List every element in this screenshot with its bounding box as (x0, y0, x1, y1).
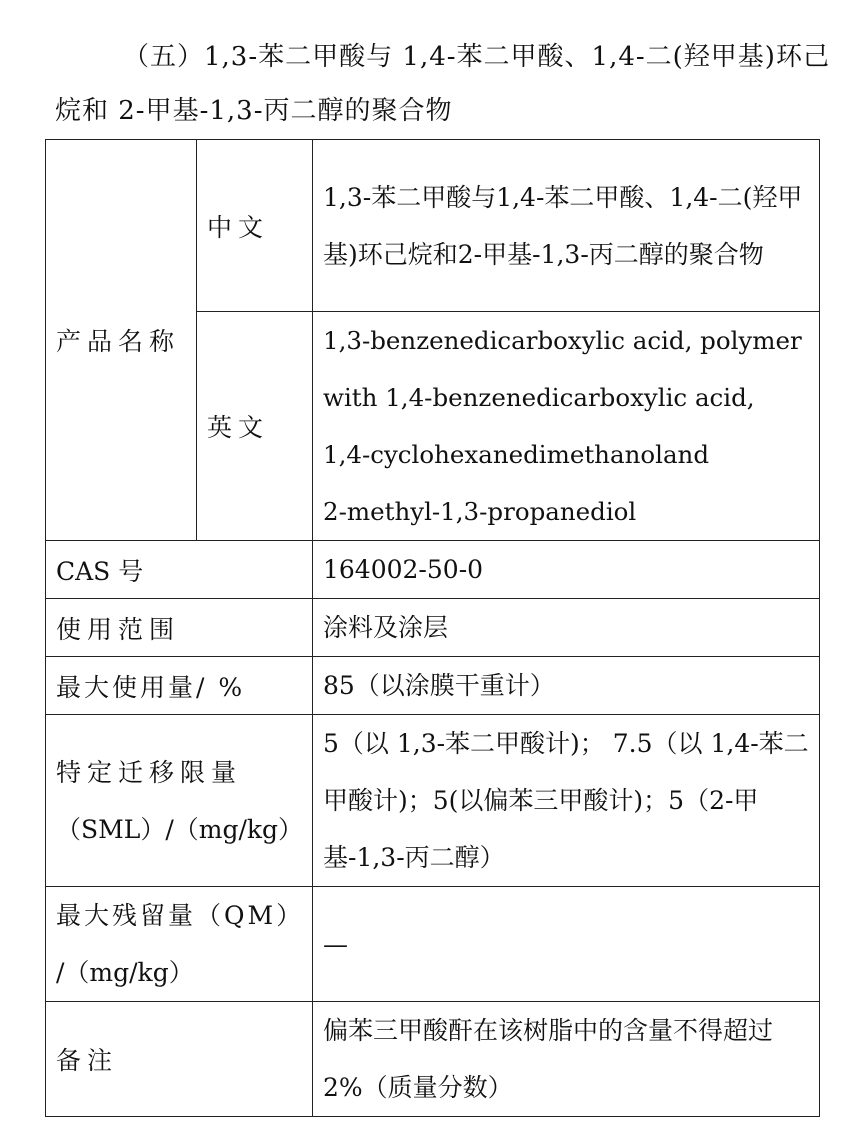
table-row (46, 140, 820, 312)
section-heading (55, 30, 830, 138)
qm-value: — (313, 887, 820, 1002)
spec-table (45, 139, 820, 1117)
remark-value: 偏苯三甲酸酐在该树脂中的含量不得超过 2%（质量分数） (313, 1002, 820, 1117)
cas-value: 164002-50-0 (313, 541, 820, 599)
english-name-value (313, 312, 820, 541)
max-use-value: 85（以涂膜干重计） (313, 657, 820, 715)
table-row (46, 715, 820, 887)
cas-label: CAS 号 (46, 541, 313, 599)
remark-label: 备注 (46, 1002, 313, 1117)
chinese-name-label: 中文 (197, 140, 313, 312)
heading-line-2: 烷和 2-甲基-1,3-丙二醇的聚合物 (55, 96, 453, 126)
heading-line-1: （五）1,3-苯二甲酸与 1,4-苯二甲酸、1,4-二(羟甲基)环己 (123, 42, 830, 72)
english-name-line: with 1,4-benzenedicarboxylic acid, (323, 383, 755, 412)
english-name-line: 2-methyl-1,3-propanediol (323, 497, 637, 526)
table-row (46, 1002, 820, 1117)
max-use-label: 最大使用量/ % (46, 657, 313, 715)
table-row (46, 541, 820, 599)
english-name-label: 英文 (197, 312, 313, 541)
scope-label: 使用范围 (46, 599, 313, 657)
sml-label: 特定迁移限量 （SML）/（mg/kg） (46, 715, 313, 887)
qm-label: 最大残留量（QM） /（mg/kg） (46, 887, 313, 1002)
english-name-line: 1,3-benzenedicarboxylic acid, polymer (323, 326, 802, 355)
english-name-line: 1,4-cyclohexanedimethanoland (323, 440, 710, 469)
scope-value: 涂料及涂层 (313, 599, 820, 657)
product-name-label: 产品名称 (46, 140, 197, 541)
table-row (46, 887, 820, 1002)
table-row (46, 599, 820, 657)
sml-value: 5（以 1,3-苯二甲酸计)； 7.5（以 1,4-苯二甲酸计)；5(以偏苯三甲酸计)；5（2-甲基-1,3-丙二醇） (313, 715, 820, 887)
chinese-name-value: 1,3-苯二甲酸与1,4-苯二甲酸、1,4-二(羟甲基)环己烷和2-甲基-1,3-丙二醇的聚合物 (313, 140, 820, 312)
table-row (46, 657, 820, 715)
